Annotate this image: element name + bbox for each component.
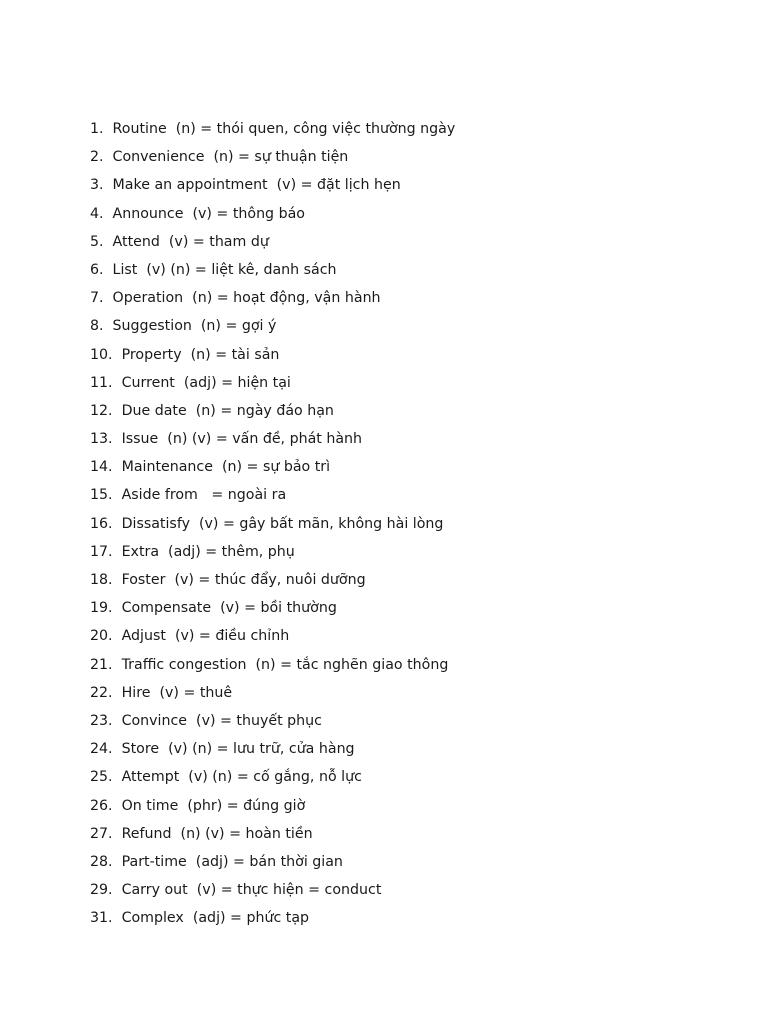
list-item: 12. Due date (n) = ngày đáo hạn [90, 402, 334, 419]
list-item: 17. Extra (adj) = thêm, phụ [90, 543, 295, 560]
list-item: 5. Attend (v) = tham dự [90, 233, 269, 250]
list-item: 23. Convince (v) = thuyết phục [90, 712, 322, 729]
list-item: 25. Attempt (v) (n) = cố gắng, nỗ lực [90, 769, 362, 786]
list-item: 3. Make an appointment (v) = đặt lịch hẹn [90, 177, 401, 194]
list-item: 15. Aside from = ngoài ra [90, 487, 287, 504]
list-item: 6. List (v) (n) = liệt kê, danh sách [90, 261, 337, 278]
list-item: 21. Traffic congestion (n) = tắc nghẽn giao thông [90, 656, 449, 673]
list-item: 4. Announce (v) = thông báo [90, 205, 305, 222]
list-item: 13. Issue (n) (v) = vấn đề, phát hành [90, 431, 363, 448]
list-item: 8. Suggestion (n) = gợi ý [90, 318, 277, 335]
list-item: 11. Current (adj) = hiện tại [90, 374, 291, 391]
list-item: 14. Maintenance (n) = sự bảo trì [90, 459, 331, 476]
vocabulary-list [90, 119, 710, 936]
list-item: 16. Dissatisfy (v) = gây bất mãn, không hài lòng [90, 515, 444, 532]
list-item: 20. Adjust (v) = điều chỉnh [90, 628, 290, 645]
list-item: 29. Carry out (v) = thực hiện = conduct [90, 882, 382, 899]
list-item: 1. Routine (n) = thói quen, công việc thường ngày [90, 121, 456, 137]
list-item: 28. Part-time (adj) = bán thời gian [90, 853, 343, 870]
list-item: 19. Compensate (v) = bồi thường [90, 600, 337, 617]
list-item: 31. Complex (adj) = phức tạp [90, 910, 310, 927]
list-item: 26. On time (phr) = đúng giờ [90, 797, 306, 814]
list-item: 10. Property (n) = tài sản [90, 346, 280, 363]
list-item: 18. Foster (v) = thúc đẩy, nuôi dưỡng [90, 572, 366, 588]
list-item: 27. Refund (n) (v) = hoàn tiền [90, 825, 313, 842]
list-item: 2. Convenience (n) = sự thuận tiện [90, 149, 349, 166]
list-item: 22. Hire (v) = thuê [90, 684, 233, 701]
list-item: 24. Store (v) (n) = lưu trữ, cửa hàng [90, 741, 355, 758]
list-item: 7. Operation (n) = hoạt động, vận hành [90, 290, 381, 307]
